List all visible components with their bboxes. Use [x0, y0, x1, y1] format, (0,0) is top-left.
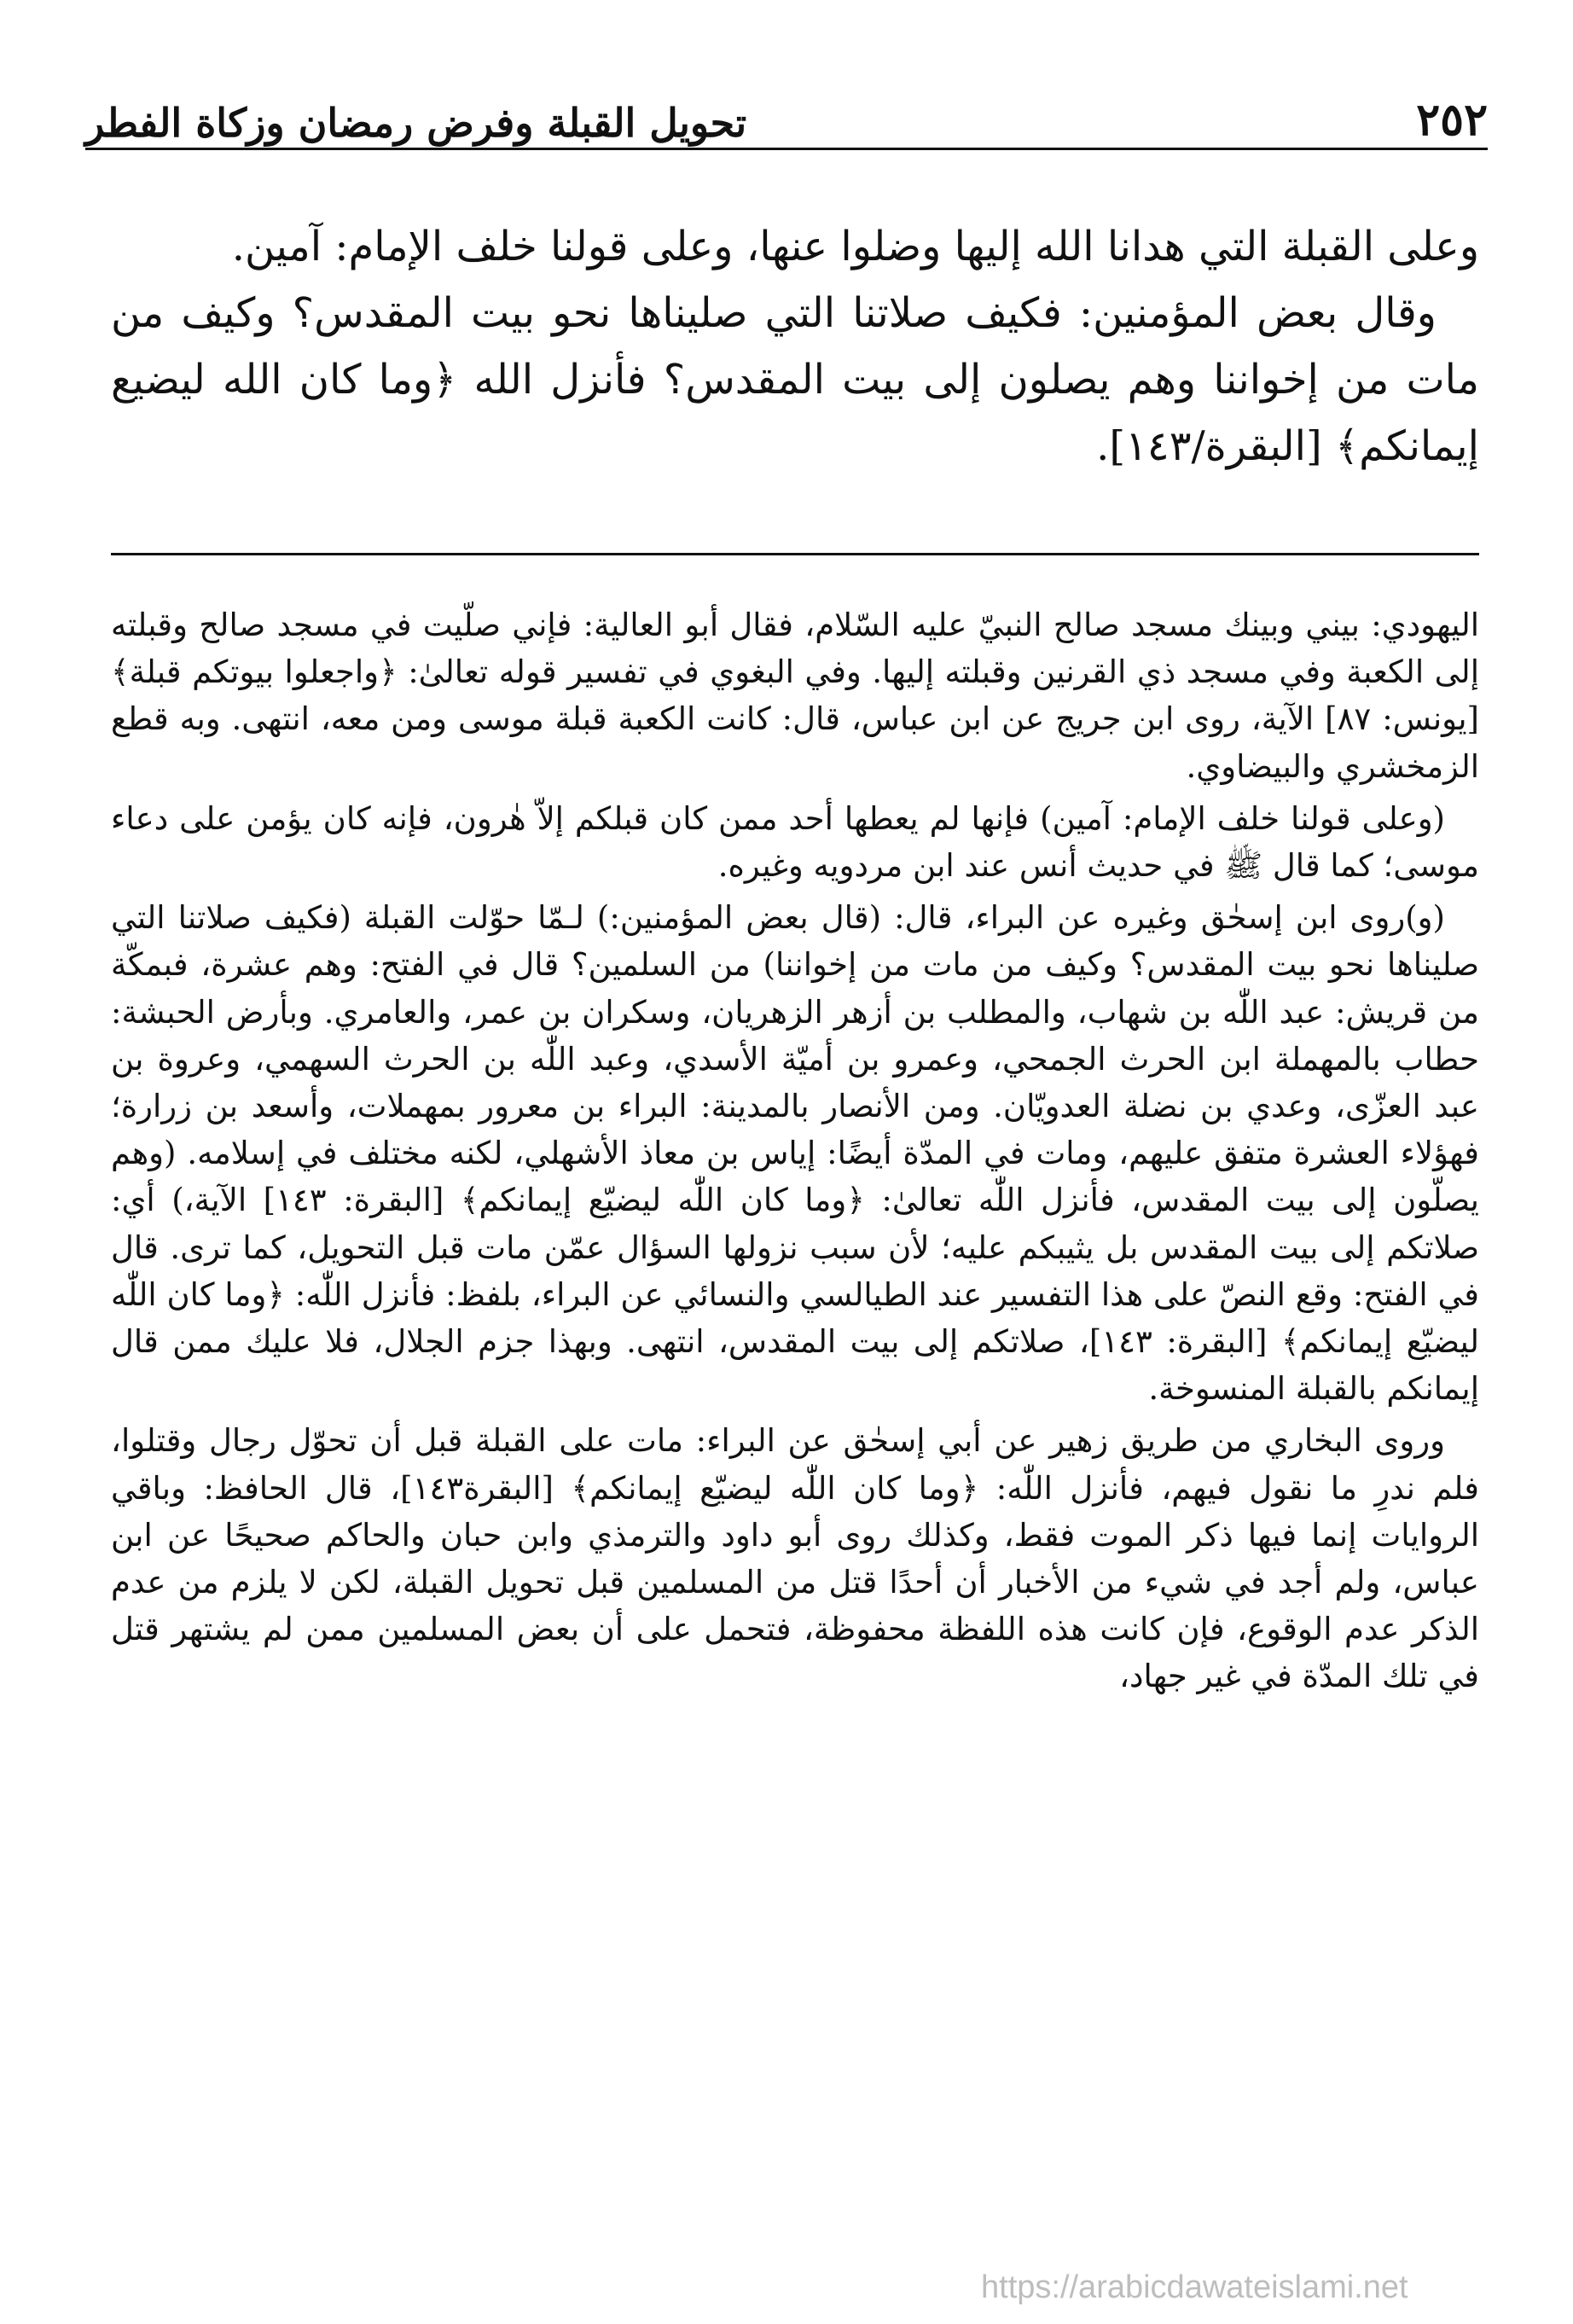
- running-title: تحويل القبلة وفرض رمضان وزكاة الفطر: [85, 100, 747, 146]
- page-number: ٢٥٢: [1416, 94, 1488, 146]
- commentary-text: [111, 601, 1479, 1705]
- main-paragraph: وعلى القبلة التي هدانا الله إليها وضلوا عنها، وعلى قولنا خلف الإمام: آمين.: [231, 223, 1479, 270]
- main-text: [111, 213, 1479, 479]
- commentary-paragraph: وروى البخاري من طريق زهير عن أبي إسحٰق عن البراء: مات على القبلة قبل أن تحوّل رجال وقتلوا، فلم ندرِ ما نقول فيهم، فأنزل اللّٰه: ﴿وما كان اللّٰه ليضيّع إيمانكم﴾ [البقرة١٤٣]، قال الحافظ: وباقي الروايات إنما فيها ذكر الموت فقط، وكذلك روى أبو داود والترمذي وابن حبان والحاكم صحيحًا عن ابن عباس، ولم أجد في شيء من الأخبار أن أحدًا قتل من المسلمين قبل تحويل القبلة، لكن لا يلزم من عدم الذكر عدم الوقوع، فإن كانت هذه اللفظة محفوظة، فتحمل على أن بعض المسلمين ممن لم يشتهر قتل في تلك المدّة في غير جهاد،: [111, 1422, 1479, 1695]
- main-paragraph: وقال بعض المؤمنين: فكيف صلاتنا التي صليناها نحو بيت المقدس؟ وكيف من مات من إخواننا وهم يصلون إلى بيت المقدس؟ فأنزل الله ﴿وما كان الله ليضيع إيمانكم﴾ [البقرة/١٤٣].: [111, 289, 1480, 470]
- commentary-paragraph: اليهودي: بيني وبينك مسجد صالح النبيّ عليه السّلام، فقال أبو العالية: فإني صلّيت في مسجد صالح وقبلته إلى الكعبة وفي مسجد ذي القرنين وقبلته إليها. وفي البغوي في تفسير قوله تعالىٰ: ﴿واجعلوا بيوتكم قبلة﴾ [يونس: ٨٧] الآية، روى ابن جريج عن ابن عباس، قال: كانت الكعبة قبلة موسى ومن معه، انتهى. وبه قطع الزمخشري والبيضاوي.: [111, 607, 1479, 785]
- page-header: [85, 77, 1488, 150]
- commentary-paragraph: (وعلى قولنا خلف الإمام: آمين) فإنها لم يعطها أحد ممن كان قبلكم إلاّ هٰرون، فإنه كان يؤمن على دعاء موسى؛ كما قال ﷺ في حديث أنس عند ابن مردويه وغيره.: [111, 799, 1479, 885]
- watermark-url: https://arabicdawateislami.net: [981, 2269, 1408, 2305]
- footnote-separator: [111, 553, 1479, 555]
- commentary-paragraph: (و)روى ابن إسحٰق وغيره عن البراء، قال: (قال بعض المؤمنين:) لـمّا حوّلت القبلة (فكيف صلاتنا التي صليناها نحو بيت المقدس؟ وكيف من مات من إخواننا) من السلمين؟ قال في الفتح: وهم عشرة، فبمكّة من قريش: عبد اللّٰه بن شهاب، والمطلب بن أزهر الزهريان، وسكران بن عمر، والعامري. وبأرض الحبشة: حطاب بالمهملة ابن الحرث الجمحي، وعمرو بن أميّة الأسدي، وعبد اللّٰه بن الحرث السهمي، وعروة بن عبد العزّى، وعدي بن نضلة العدويّان. ومن الأنصار بالمدينة: البراء بن معرور بمهملات، وأسعد بن زرارة؛ فهؤلاء العشرة متفق عليهم، ومات في المدّة أيضًا: إياس بن معاذ الأشهلي، لكنه مختلف في إسلامه. (وهم يصلّون إلى بيت المقدس، فأنزل اللّٰه تعالىٰ: ﴿وما كان اللّٰه ليضيّع إيمانكم﴾ [البقرة: ١٤٣] الآية،) أي: صلاتكم إلى بيت المقدس بل يثيبكم عليه؛ لأن سبب نزولها السؤال عمّن مات قبل التحويل، كما ترى. قال في الفتح: وقع النصّ على هذا التفسير عند الطيالسي والنسائي عن البراء، بلفظ: فأنزل اللّٰه: ﴿وما كان اللّٰه ليضيّع إيمانكم﴾ [البقرة: ١٤٣]، صلاتكم إلى بيت المقدس، انتهى. وبهذا جزم الجلال، فلا عليك ممن قال إيمانكم بالقبلة المنسوخة.: [111, 899, 1479, 1408]
